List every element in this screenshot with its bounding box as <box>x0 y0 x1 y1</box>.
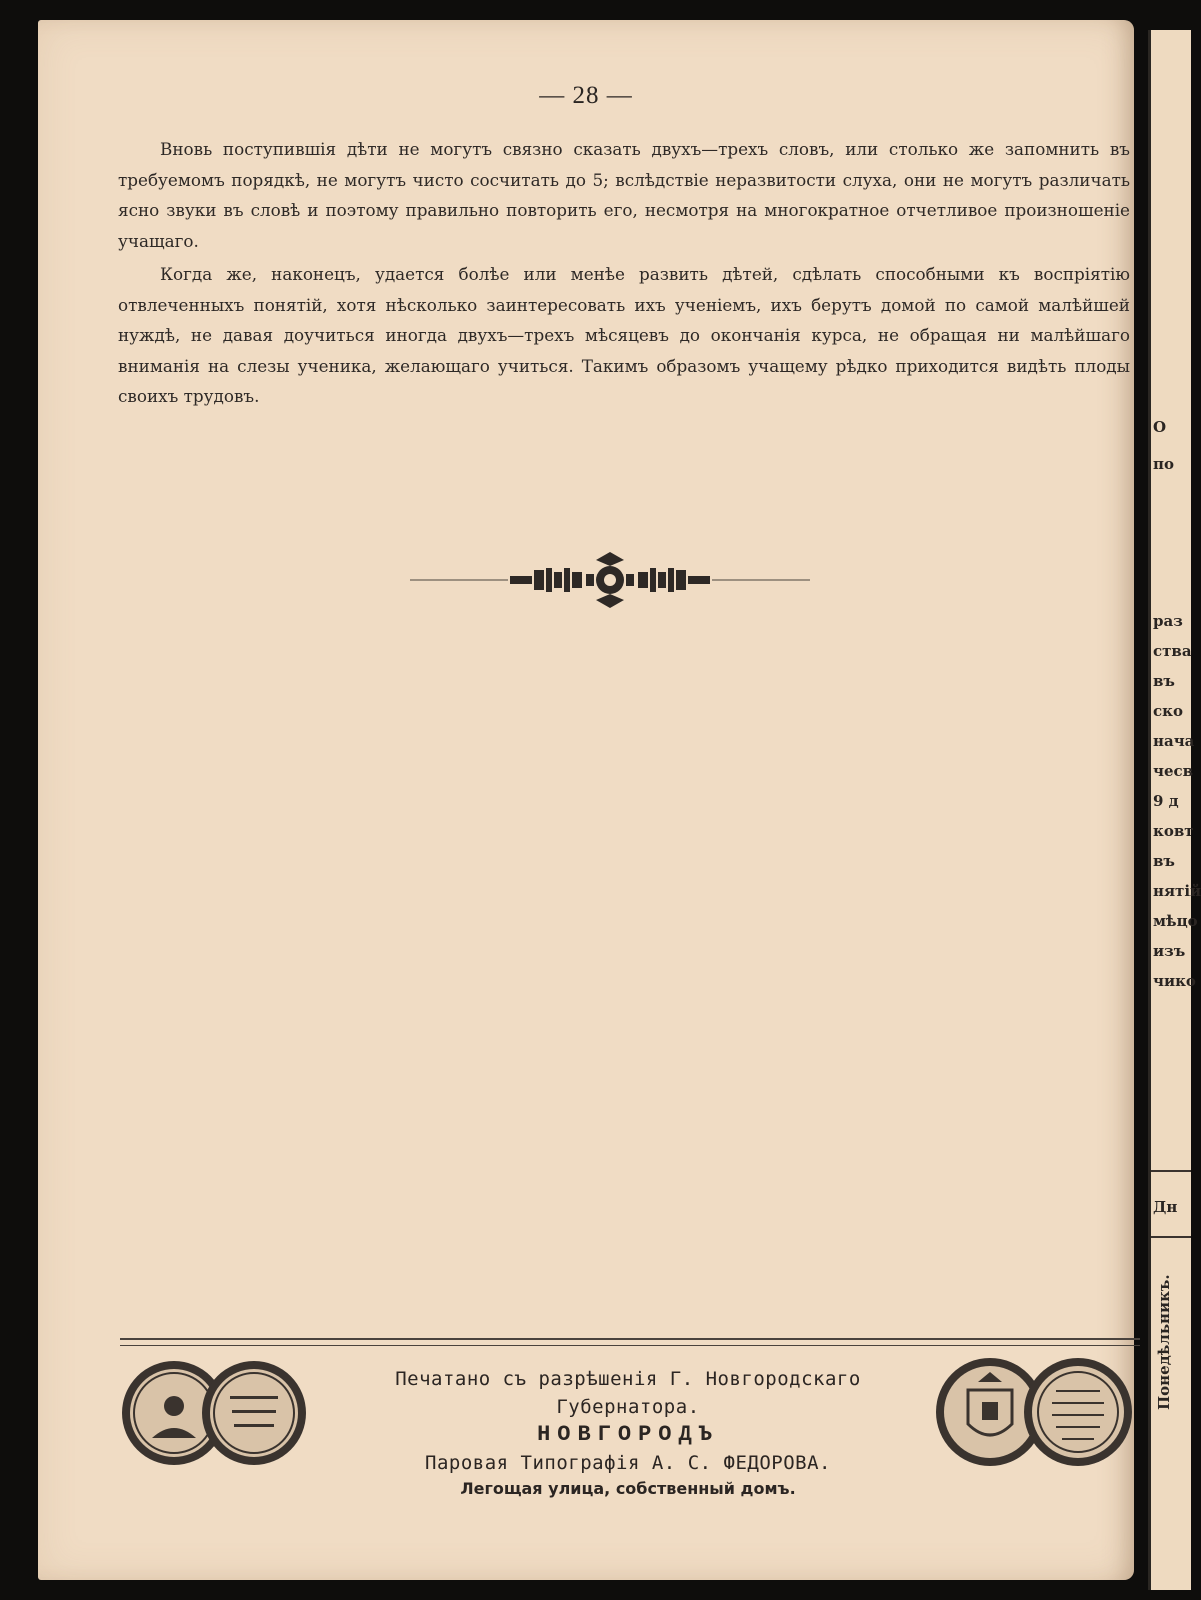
adjacent-rule <box>1151 1170 1191 1172</box>
exhibition-medal-right <box>934 1354 1134 1470</box>
exhibition-medal-left <box>122 1358 308 1468</box>
adjacent-fragment: чесв <box>1153 762 1194 780</box>
imprint-address: Легощая улица, собственный домъ. <box>460 1479 796 1498</box>
adjacent-fragment: Дн <box>1153 1198 1178 1216</box>
adjacent-fragment: ско <box>1153 702 1183 720</box>
adjacent-fragment: чико <box>1153 972 1196 990</box>
book-page <box>38 20 1134 1580</box>
adjacent-fragment: раз <box>1153 612 1183 630</box>
adjacent-fragment: ства <box>1153 642 1192 660</box>
adjacent-rule <box>1151 1236 1191 1238</box>
body-text <box>118 134 1130 412</box>
imprint-printer: Паровая Типографія А. С. ФЕДОРОВА. <box>425 1452 831 1474</box>
adjacent-fragment: по <box>1153 455 1174 473</box>
printer-imprint <box>338 1365 918 1501</box>
adjacent-fragment: 9 д <box>1153 792 1179 810</box>
footer-rule <box>120 1338 1140 1346</box>
adjacent-fragment: мѣцо <box>1153 912 1198 930</box>
imprint-permission: Печатано съ разрѣшенія Г. Новгородскаго Губернатора. <box>395 1368 861 1418</box>
adjacent-fragment: въ <box>1153 852 1175 870</box>
page-number: — 28 — <box>539 82 633 109</box>
adjacent-fragment: ковт <box>1153 822 1194 840</box>
adjacent-page-edge <box>1148 30 1201 1590</box>
adjacent-fragment: О <box>1153 418 1167 436</box>
ornament-divider <box>410 550 810 610</box>
adjacent-fragment: нятій <box>1153 882 1201 900</box>
adjacent-fragment: нача <box>1153 732 1195 750</box>
adjacent-fragment: въ <box>1153 672 1175 690</box>
paragraph-2: Когда же, наконецъ, удается болѣе или менѣе развить дѣтей, сдѣлать способными къ воспріятію отвлеченныхъ понятій, хотя нѣсколько заинтересовать ихъ ученіемъ, ихъ берутъ домой по самой малѣйшей нуждѣ, не давая доучиться иногда двухъ—трехъ мѣсяцевъ до окончанія курса, не обращая ни малѣйшаго вниманія на слезы ученика, желающаго учиться. Такимъ образомъ учащему рѣдко приходится видѣть плоды своихъ трудовъ. <box>118 264 1130 406</box>
imprint-city: НОВГОРОДЪ <box>537 1422 719 1447</box>
adjacent-fragment: изъ <box>1153 942 1186 960</box>
adjacent-vertical-label: Понедѣльникъ. <box>1155 1274 1173 1410</box>
paragraph-1: Вновь поступившія дѣти не могутъ связно сказать двухъ—трехъ словъ, или столько же запомнить въ требуемомъ порядкѣ, не могутъ чисто сосчитать до 5; вслѣдствіе неразвитости слуха, они не могутъ различать ясно звуки въ словѣ и поэтому правильно повторить его, несмотря на многократное отчетливое произношеніе учащаго. <box>118 139 1130 251</box>
